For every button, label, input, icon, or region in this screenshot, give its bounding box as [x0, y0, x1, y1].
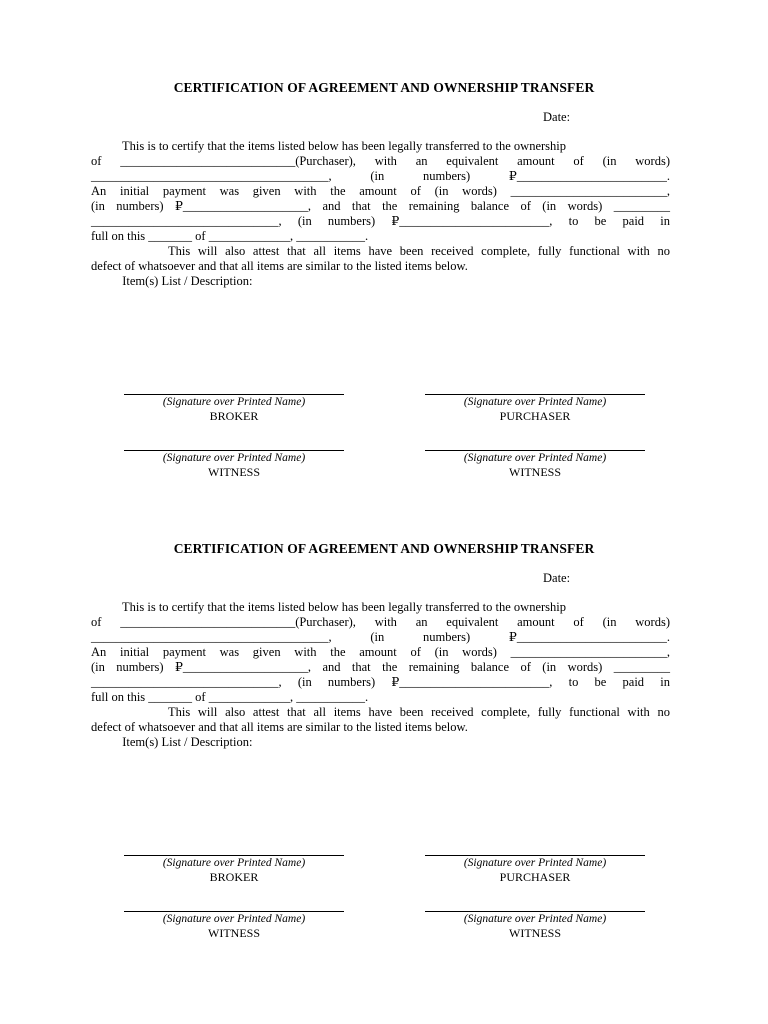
body-line: of ____________________________(Purchaser), with an equivalent amount of (in words)	[91, 615, 670, 629]
certificate-form	[0, 80, 768, 520]
signature-line	[425, 450, 645, 451]
date-label: Date:	[543, 571, 571, 585]
signature-role: WITNESS	[208, 465, 260, 479]
signature-caption: (Signature over Printed Name)	[463, 396, 607, 408]
signature-caption: (Signature over Printed Name)	[463, 452, 607, 464]
body-line: This is to certify that the items listed below has been legally transferred to the ownership	[91, 600, 566, 614]
body-line: This is to certify that the items listed below has been legally transferred to the ownership	[91, 139, 566, 153]
items-list-label: Item(s) List / Description:	[91, 274, 253, 288]
signature-block-witness	[425, 911, 645, 940]
signature-block-purchaser	[425, 855, 645, 884]
signature-line	[124, 394, 344, 395]
signature-line	[425, 855, 645, 856]
signature-role: BROKER	[209, 409, 259, 423]
signature-caption: (Signature over Printed Name)	[463, 857, 607, 869]
signature-line	[124, 911, 344, 912]
signature-role: PURCHASER	[499, 409, 571, 423]
certificate-title: CERTIFICATION OF AGREEMENT AND OWNERSHIP TRANSFER	[173, 541, 595, 556]
items-list-label: Item(s) List / Description:	[91, 735, 253, 749]
body-line: An initial payment was given with the amount of (in words) _________________________,	[91, 645, 670, 659]
signature-block-witness	[124, 911, 344, 940]
signature-block-purchaser	[425, 394, 645, 423]
body-line: ______________________________, (in numbers) ₽________________________, to be paid in	[91, 214, 670, 228]
signature-role: WITNESS	[208, 926, 260, 940]
body-line: defect of whatsoever and that all items are similar to the listed items below.	[91, 720, 468, 734]
body-line: of ____________________________(Purchaser), with an equivalent amount of (in words)	[91, 154, 670, 168]
signature-role: BROKER	[209, 870, 259, 884]
signature-line	[124, 855, 344, 856]
signature-caption: (Signature over Printed Name)	[162, 396, 306, 408]
certificate-title: CERTIFICATION OF AGREEMENT AND OWNERSHIP TRANSFER	[173, 80, 595, 95]
body-line: ______________________________, (in numbers) ₽________________________, to be paid in	[91, 675, 670, 689]
signature-caption: (Signature over Printed Name)	[162, 913, 306, 925]
signature-block-broker	[124, 855, 344, 884]
signature-block-witness	[124, 450, 344, 479]
body-line: ______________________________________, (in numbers) ₽________________________.	[91, 630, 670, 644]
signature-line	[124, 450, 344, 451]
signature-role: WITNESS	[509, 926, 561, 940]
signature-line	[425, 911, 645, 912]
body-line: (in numbers) ₽____________________, and that the remaining balance of (in words) _________	[91, 199, 670, 213]
signature-block-broker	[124, 394, 344, 423]
body-line: full on this _______ of _____________, ___________.	[91, 229, 369, 243]
body-line: This will also attest that all items have been received complete, fully functional with no	[91, 705, 670, 719]
signature-role: PURCHASER	[499, 870, 571, 884]
signature-block-witness	[425, 450, 645, 479]
body-line: ______________________________________, (in numbers) ₽________________________.	[91, 169, 670, 183]
body-line: (in numbers) ₽____________________, and that the remaining balance of (in words) _________	[91, 660, 670, 674]
signature-caption: (Signature over Printed Name)	[162, 857, 306, 869]
body-line: full on this _______ of _____________, ___________.	[91, 690, 369, 704]
body-line: An initial payment was given with the amount of (in words) _________________________,	[91, 184, 670, 198]
date-label: Date:	[543, 110, 571, 124]
signature-caption: (Signature over Printed Name)	[162, 452, 306, 464]
signature-caption: (Signature over Printed Name)	[463, 913, 607, 925]
body-line: This will also attest that all items have been received complete, fully functional with no	[91, 244, 670, 258]
signature-line	[425, 394, 645, 395]
certificate-form	[0, 541, 768, 981]
body-line: defect of whatsoever and that all items are similar to the listed items below.	[91, 259, 468, 273]
signature-role: WITNESS	[509, 465, 561, 479]
